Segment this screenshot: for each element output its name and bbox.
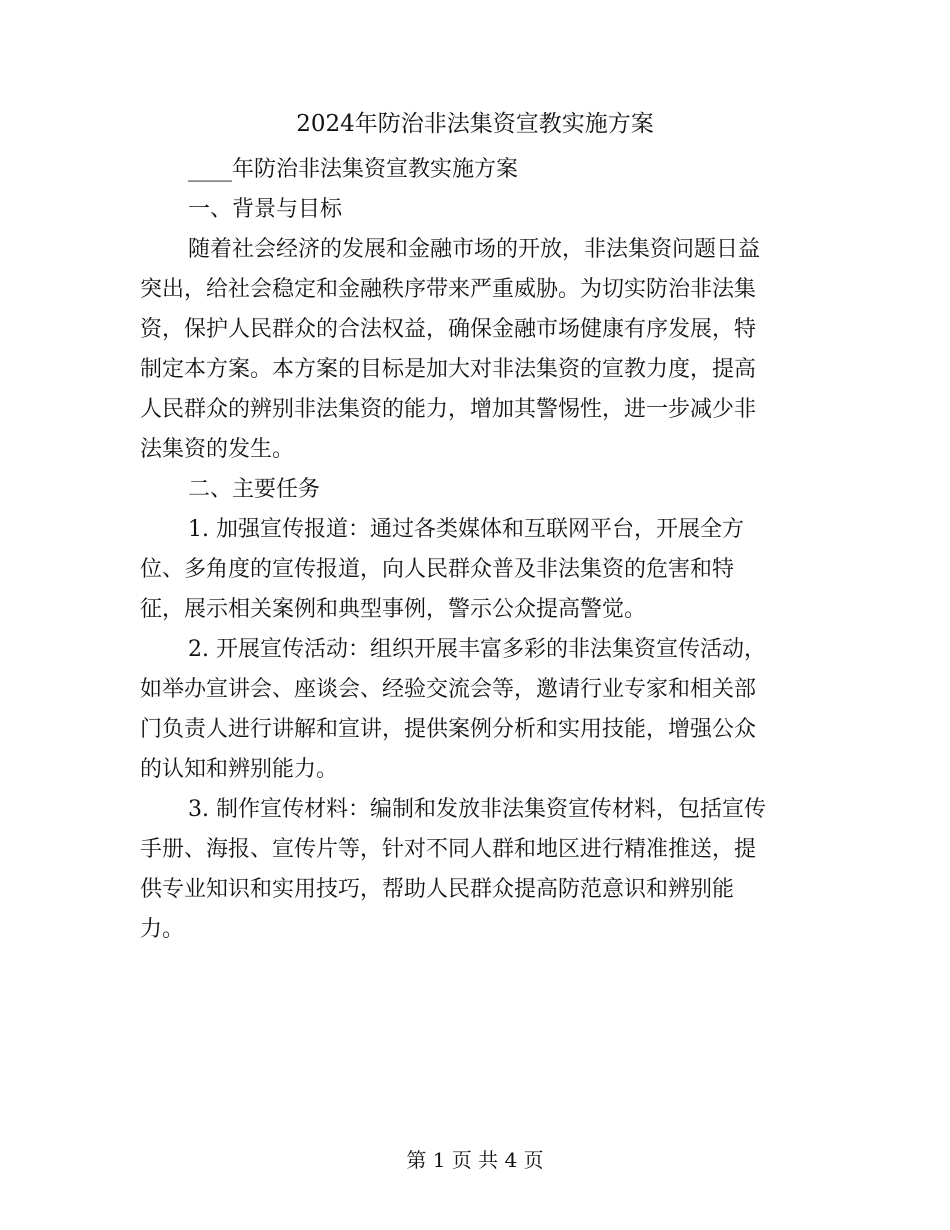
document-title: 2024年防治非法集资宣教实施方案: [296, 111, 654, 137]
task-3-line: 3. 制作宣传材料：编制和发放非法集资宣传材料，包括宣传: [188, 797, 766, 822]
task-1-line: 征，展示相关案例和典型事例，警示公众提高警觉。: [140, 597, 647, 622]
task-2-line: 的认知和辨别能力。: [140, 757, 339, 782]
task-2-line: 2. 开展宣传活动：组织开展丰富多彩的非法集资宣传活动，: [188, 637, 766, 662]
paragraph-line: 资，保护人民群众的合法权益，确保金融市场健康有序发展，特: [140, 317, 757, 342]
task-3-line: 手册、海报、宣传片等，针对不同人群和地区进行精准推送，提: [140, 837, 757, 862]
paragraph-line: 人民群众的辨别非法集资的能力，增加其警惕性，进一步减少非: [140, 397, 757, 422]
page-footer: 第 1 页 共 4 页: [406, 1148, 544, 1172]
paragraph-line: 制定本方案。本方案的目标是加大对非法集资的宣教力度，提高: [140, 357, 757, 382]
paragraph-line: 突出，给社会稳定和金融秩序带来严重威胁。为切实防治非法集: [140, 277, 757, 302]
section-heading-background: 一、背景与目标: [188, 197, 343, 222]
document-body: [140, 150, 810, 950]
paragraph-line: 法集资的发生。: [140, 437, 295, 462]
subtitle-line: ____年防治非法集资宣教实施方案: [188, 157, 519, 182]
task-3-line: 供专业知识和实用技巧，帮助人民群众提高防范意识和辨别能: [140, 877, 735, 902]
task-1-line: 1. 加强宣传报道：通过各类媒体和互联网平台，开展全方: [188, 517, 744, 542]
paragraph-line: 随着社会经济的发展和金融市场的开放，非法集资问题日益: [188, 237, 761, 262]
task-2-line: 如举办宣讲会、座谈会、经验交流会等，邀请行业专家和相关部: [140, 677, 757, 702]
task-2-line: 门负责人进行讲解和宣讲，提供案例分析和实用技能，增强公众: [140, 717, 757, 742]
task-1-line: 位、多角度的宣传报道，向人民群众普及非法集资的危害和特: [140, 557, 735, 582]
task-3-line: 力。: [140, 917, 185, 942]
section-heading-tasks: 二、主要任务: [188, 477, 321, 502]
